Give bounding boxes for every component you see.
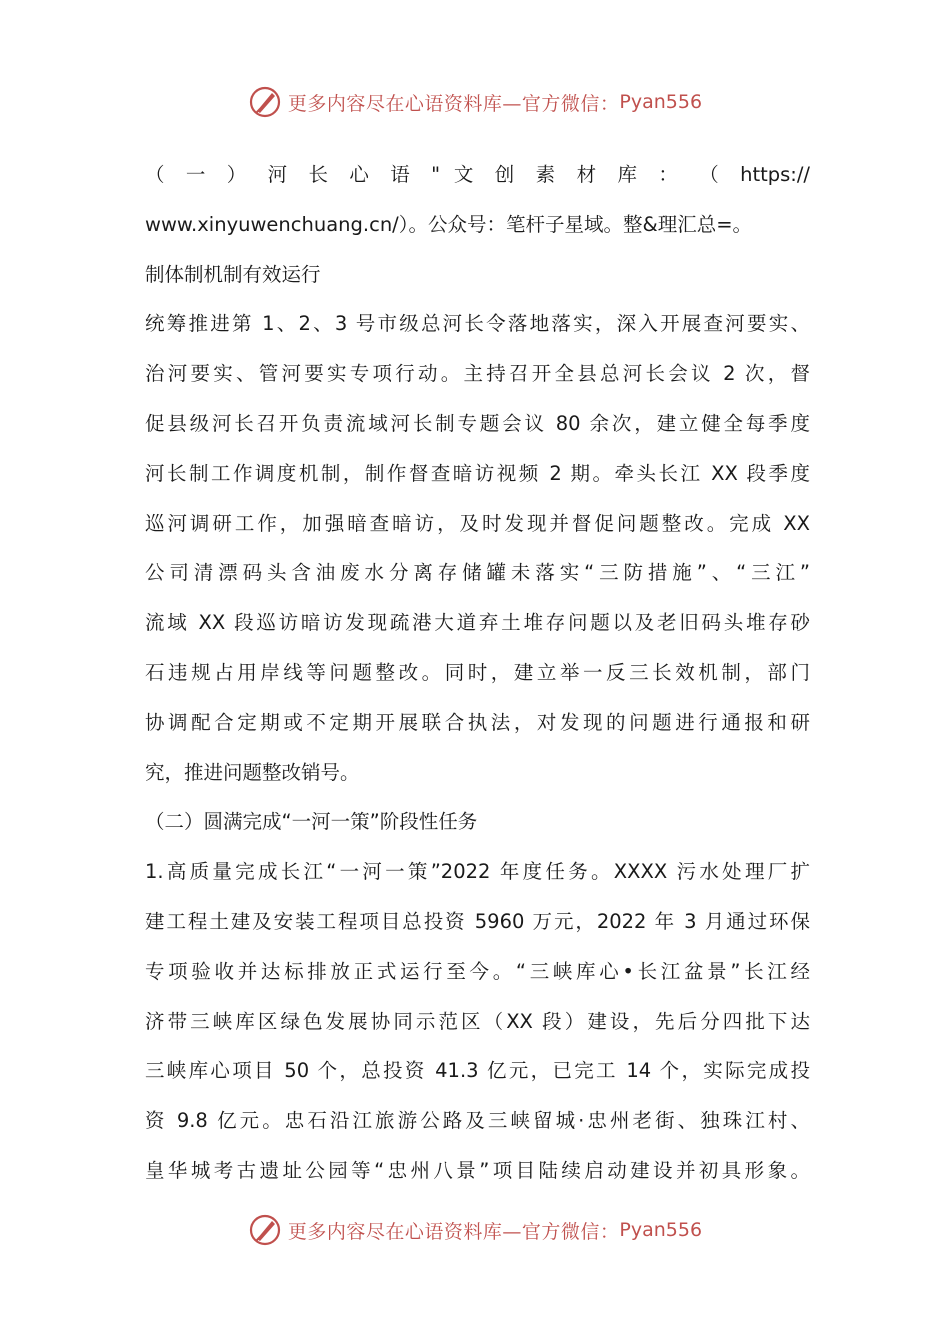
- banner-wechat-id: Pyan556: [619, 91, 703, 113]
- body-line: 统筹推进第 1、2、3 号市级总河长令落地落实，深入开展查河要实、: [145, 312, 810, 336]
- body-line: 公司清漂码头含油废水分离存储罐未落实“三防措施”、“三江”: [145, 561, 810, 585]
- body-line: 促县级河长召开负责流域河长制专题会议 80 余次，建立健全每季度: [145, 411, 810, 435]
- body-line: www.xinyuwenchuang.cn/）。公众号：笔杆子星域。整&理汇总=。: [145, 212, 753, 236]
- body-line: 治河要实、管河要实专项行动。主持召开全县总河长会议 2 次，督: [145, 362, 810, 386]
- body-line: 究，推进问题整改销号。: [145, 760, 360, 784]
- body-line: 巡河调研工作，加强暗查暗访，及时发现并督促问题整改。完成 XX: [145, 511, 810, 535]
- body-line: 专项验收并达标排放正式运行至今。“三峡库心•长江盆景”长江经: [145, 959, 810, 983]
- body-line: 石违规占用岸线等问题整改。同时，建立举一反三长效机制，部门: [145, 660, 810, 684]
- body-line: （ 一 ） 河 长 心 语 " 文 创 素 材 库 ： （ https://: [145, 163, 810, 186]
- body-line: 资 9.8 亿元。忠石沿江旅游公路及三峡留城·忠州老街、独珠江村、: [145, 1109, 810, 1133]
- body-line: 流域 XX 段巡访暗访发现疏港大道弃土堆存问题以及老旧码头堆存砂: [145, 611, 810, 635]
- quill-logo-icon: [248, 1213, 282, 1247]
- document-body: [145, 150, 810, 1196]
- body-line: 1.高质量完成长江“一河一策”2022 年度任务。XXXX 污水处理厂扩: [145, 860, 810, 884]
- body-line: 河长制工作调度机制，制作督查暗访视频 2 期。牵头长江 XX 段季度: [145, 461, 810, 485]
- header-banner: [0, 82, 950, 122]
- section-heading: （二）圆满完成“一河一策”阶段性任务: [145, 810, 478, 834]
- banner-site-text: 更多内容尽在心语资料库—官方微信：: [287, 1220, 620, 1243]
- body-line: 建工程土建及安装工程项目总投资 5960 万元，2022 年 3 月通过环保: [145, 909, 810, 933]
- banner-site-text: 更多内容尽在心语资料库—官方微信：: [287, 92, 620, 115]
- quill-logo-icon: [248, 85, 282, 119]
- body-line: 三峡库心项目 50 个，总投资 41.3 亿元，已完工 14 个，实际完成投: [145, 1059, 810, 1083]
- body-line: 济带三峡库区绿色发展协同示范区（XX 段）建设，先后分四批下达: [145, 1009, 810, 1033]
- banner-wechat-id: Pyan556: [619, 1219, 703, 1241]
- body-line: 皇华城考古遗址公园等“忠州八景”项目陆续启动建设并初具形象。: [145, 1158, 810, 1182]
- body-line: 制体制机制有效运行: [145, 262, 321, 286]
- body-line: 协调配合定期或不定期开展联合执法，对发现的问题进行通报和研: [145, 710, 810, 734]
- footer-banner: [0, 1210, 950, 1250]
